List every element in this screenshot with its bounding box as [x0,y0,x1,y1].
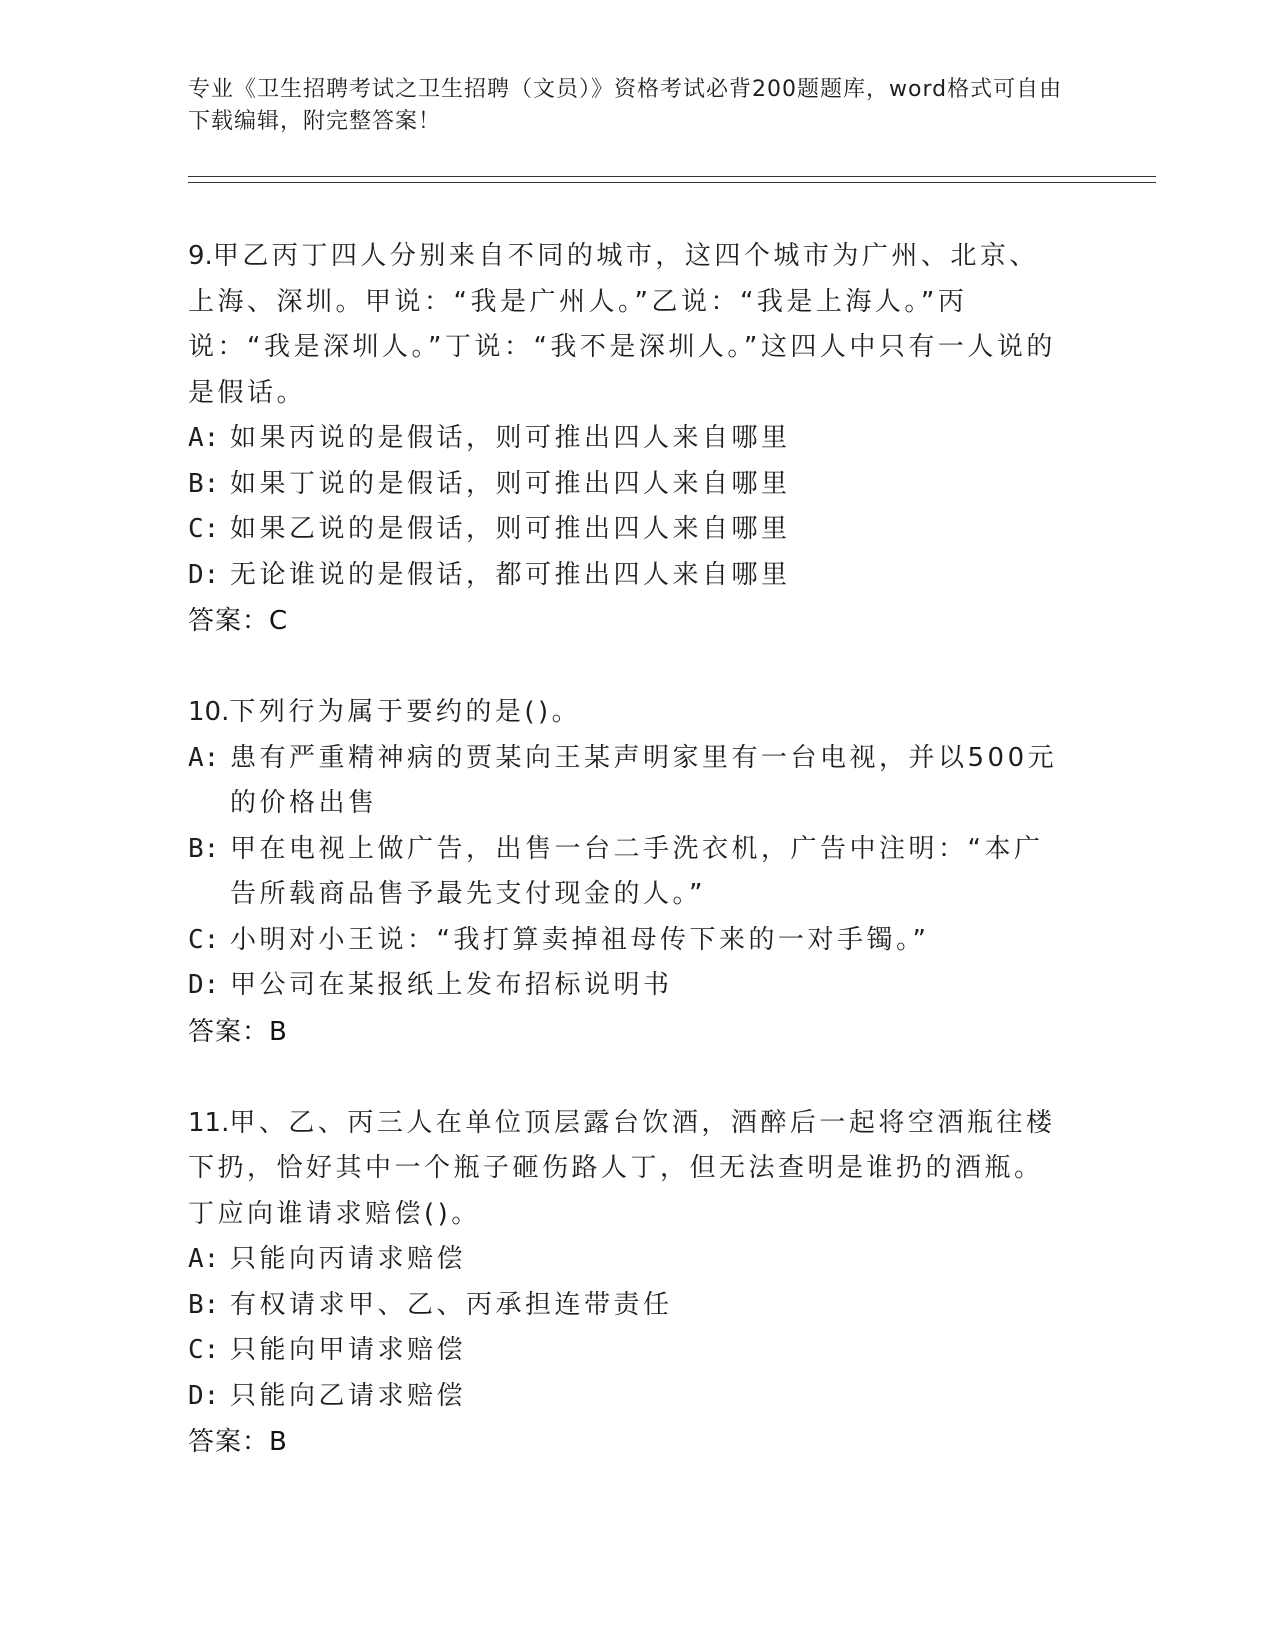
option-b [188,462,1068,508]
question-stem [188,1101,1068,1238]
option-text: 小明对小王说：“我打算卖掉祖母传下来的一对手镯。” [230,924,930,955]
answer-line [188,1009,1068,1055]
question-text: 甲乙丙丁四人分别来自不同的城市，这四个城市为广州、北京、上海、深圳。甲说：“我是广州人。”乙说：“我是上海人。”丙说：“我是深圳人。”丁说：“我不是深圳人。”这四人中只有一人说的是假话。 [188,241,1056,408]
option-letter: C: [188,1335,220,1365]
option-letter: A: [188,1244,220,1274]
answer-value: C [269,606,289,636]
option-letter: B: [188,833,220,864]
answer-value: B [269,1427,288,1457]
question-number: 11. [188,1107,230,1138]
option-letter: A: [188,423,220,453]
option-d [188,963,1068,1009]
answer-value: B [269,1016,288,1047]
question-stem [188,690,1068,736]
option-letter: D: [188,559,220,590]
page-header [188,74,1068,138]
option-text: 如果丙说的是假话，则可推出四人来自哪里 [230,423,791,453]
answer-label: 答案： [188,1427,270,1457]
question-10 [188,690,1068,1055]
option-letter: B: [188,468,220,499]
option-b [188,1283,1068,1329]
option-text: 无论谁说的是假话，都可推出四人来自哪里 [230,559,791,590]
question-number: 10. [188,697,230,727]
option-letter: D: [188,970,220,1000]
option-text: 患有严重精神病的贾某向王某声明家里有一台电视，并以500元的价格出售 [230,742,1058,818]
option-text: 甲在电视上做广告，出售一台二手洗衣机，广告中注明：“本广告所载商品售予最先支付现金的人。” [230,833,1044,909]
option-letter: A: [188,742,220,773]
question-stem [188,234,1068,416]
option-text: 只能向甲请求赔偿 [230,1335,467,1365]
answer-line [188,598,1068,644]
option-text: 如果丁说的是假话，则可推出四人来自哪里 [230,468,791,499]
option-a [188,416,1068,462]
option-letter: C: [188,924,220,955]
question-number: 9. [188,241,213,271]
header-rule-bottom [188,182,1156,183]
option-c [188,507,1068,553]
answer-label: 答案： [188,606,270,636]
option-letter: C: [188,514,220,544]
question-11 [188,1101,1068,1466]
question-text: 甲、乙、丙三人在单位顶层露台饮酒，酒醉后一起将空酒瓶往楼下扔，恰好其中一个瓶子砸伤路人丁，但无法查明是谁扔的酒瓶。丁应向谁请求赔偿()。 [188,1107,1056,1229]
option-text: 如果乙说的是假话，则可推出四人来自哪里 [230,514,791,544]
option-letter: B: [188,1289,220,1320]
option-letter: D: [188,1380,220,1411]
option-d [188,1374,1068,1420]
option-a [188,736,1068,827]
header-rule-top [188,176,1156,177]
option-c [188,918,1068,964]
option-c [188,1328,1068,1374]
header-text: 专业《卫生招聘考试之卫生招聘（文员）》资格考试必背200题题库，word格式可自由下载编辑，附完整答案！ [188,77,1063,134]
answer-line [188,1419,1068,1465]
option-b [188,827,1068,918]
answer-label: 答案： [188,1016,270,1047]
question-list [188,234,1068,1511]
option-a [188,1237,1068,1283]
option-text: 有权请求甲、乙、丙承担连带责任 [230,1289,673,1320]
option-text: 只能向丙请求赔偿 [230,1244,467,1274]
question-9 [188,234,1068,644]
option-d [188,553,1068,599]
option-text: 只能向乙请求赔偿 [230,1380,467,1411]
question-text: 下列行为属于要约的是()。 [229,697,582,727]
option-text: 甲公司在某报纸上发布招标说明书 [230,970,673,1000]
